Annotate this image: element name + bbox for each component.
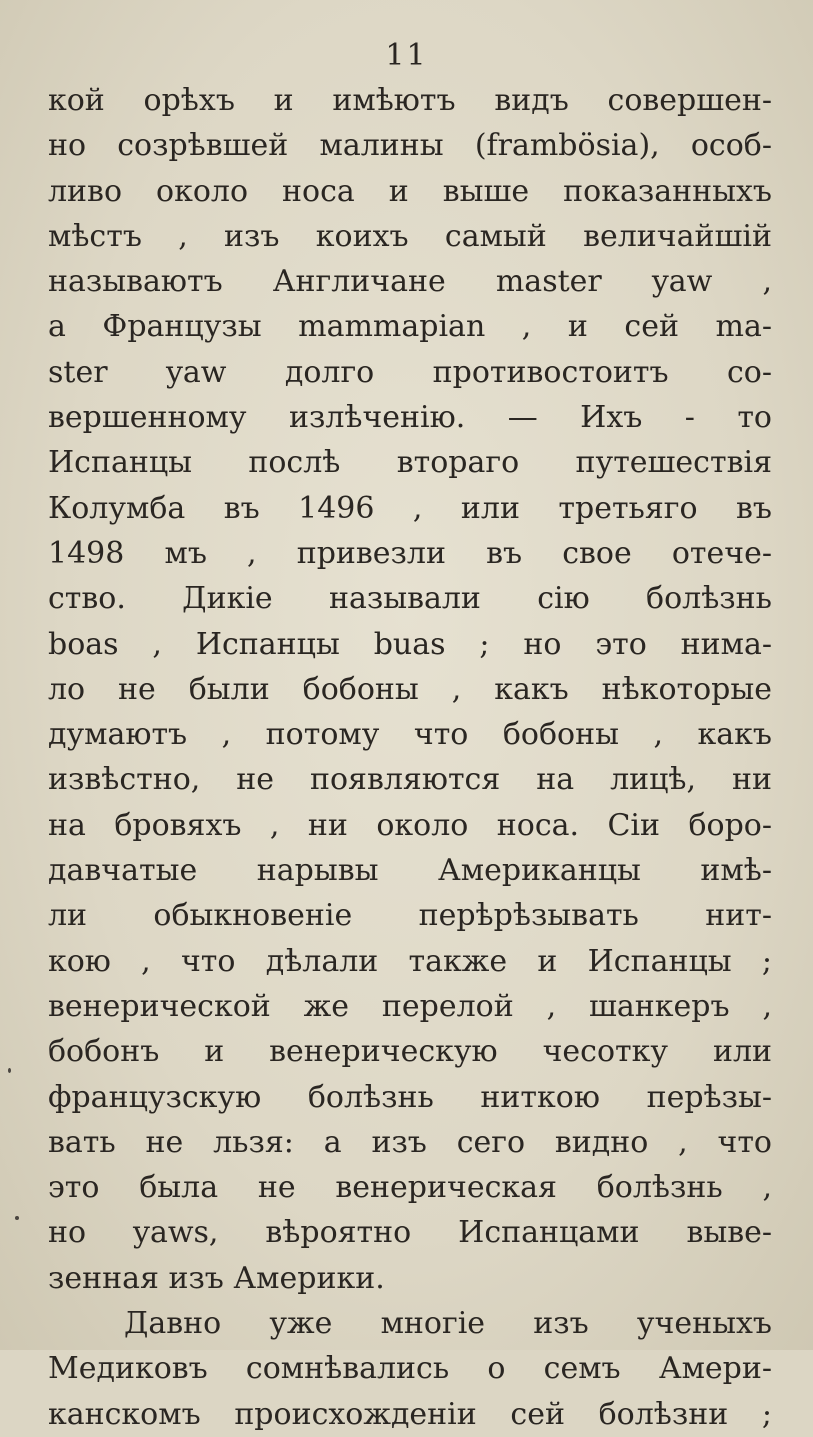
text-line: называютъ Англичане master yaw , xyxy=(48,264,772,300)
text-line: ли обыкновеніе перѣрѣзывать нит- xyxy=(48,898,772,934)
text-line: кой орѣхъ и имѣютъ видъ совершен- xyxy=(48,83,772,118)
page-number: 11 xyxy=(385,38,428,73)
text-line: ло не были бобоны , какъ нѣкоторые xyxy=(48,671,772,707)
text-line: Колумба въ 1496 , или третьяго въ xyxy=(48,490,772,526)
text-line: французскую болѣзнь ниткою перѣзы- xyxy=(48,1079,772,1115)
paper-speck xyxy=(8,1068,11,1073)
text-line: 1498 мъ , привезли въ свое отече- xyxy=(48,535,772,571)
text-line: канскомъ происхожденіи сей болѣзни ; xyxy=(48,1396,772,1432)
text-line: думаютъ , потому что бобоны , какъ xyxy=(48,717,772,753)
text-line: венерической же перелой , шанкеръ , xyxy=(48,988,772,1024)
text-line: Медиковъ сомнѣвались о семъ Амери- xyxy=(48,1351,772,1387)
text-line: но созрѣвшей малины (frambösia), особ- xyxy=(48,128,772,164)
text-line: вершенному излѣченію. — Ихъ - то xyxy=(48,400,772,436)
text-line: мѣстъ , изъ коихъ самый величайшій xyxy=(48,218,772,254)
text-line: на бровяхъ , ни около носа. Сіи боро- xyxy=(48,807,772,843)
text-line: ство. Дикіе называли сію болѣзнь xyxy=(48,581,772,617)
text-line: бобонъ и венерическую чесотку или xyxy=(48,1034,772,1070)
text-line: ливо около носа и выше показанныхъ xyxy=(48,173,772,209)
text-line: кою , что дѣлали также и Испанцы ; xyxy=(48,943,772,979)
text-line: ster yaw долго противостоитъ со- xyxy=(48,354,772,390)
text-line: зенная изъ Америки. xyxy=(48,1260,385,1296)
text-line: извѣстно, не появляются на лицѣ, ни xyxy=(48,762,772,798)
text-line: это была не венерическая болѣзнь , xyxy=(48,1170,772,1206)
paragraph-first-line: Давно уже многіе изъ ученыхъ xyxy=(124,1306,772,1342)
text-line: но yaws, вѣроятно Испанцами выве- xyxy=(48,1215,772,1251)
text-line: вать не льзя: а изъ сего видно , что xyxy=(48,1124,772,1160)
text-line: давчатые нарывы Американцы имѣ- xyxy=(48,853,772,889)
text-line: boas , Испанцы buas ; но это нима- xyxy=(48,626,772,662)
paper-speck xyxy=(15,1216,19,1220)
text-line: Испанцы послѣ втораго путешествія xyxy=(48,445,772,481)
text-line: а Французы mammapian , и сей ma- xyxy=(48,309,772,345)
body-text xyxy=(48,78,772,1437)
